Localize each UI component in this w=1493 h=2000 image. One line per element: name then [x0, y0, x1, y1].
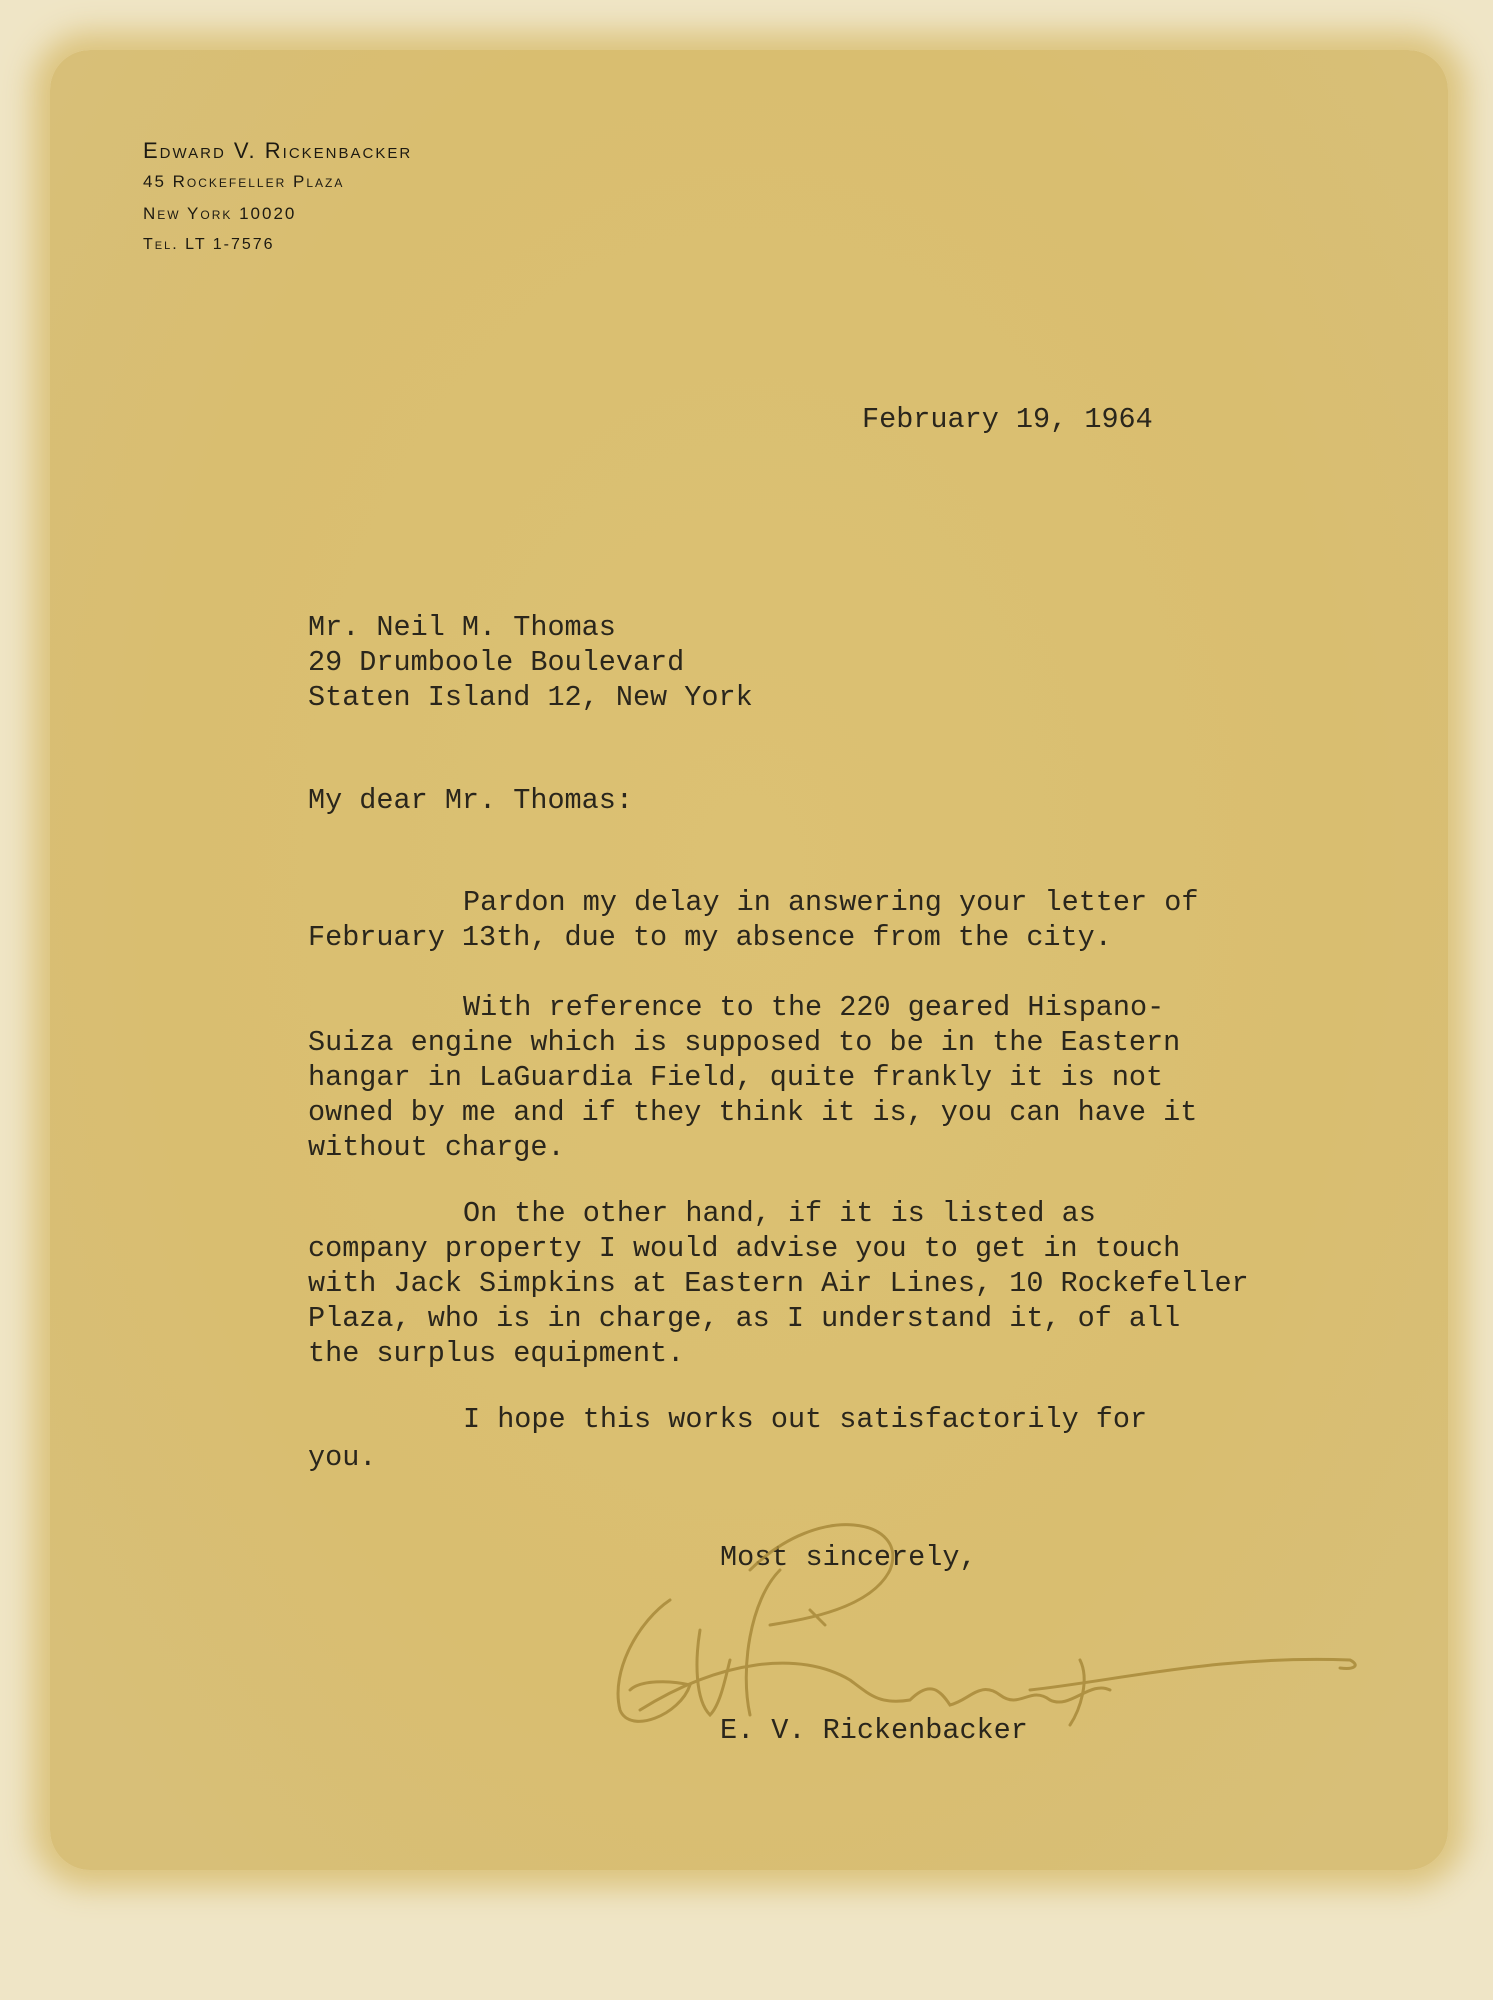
- paragraph-2-line: With reference to the 220 geared Hispano-: [463, 991, 1165, 1024]
- paragraph-4-line: you.: [308, 1441, 377, 1474]
- paragraph-3-line: the surplus equipment.: [308, 1337, 685, 1370]
- typed-name: E. V. Rickenbacker: [720, 1714, 1028, 1747]
- closing: Most sincerely,: [720, 1541, 977, 1574]
- letterhead-city: New York 10020: [143, 204, 297, 223]
- paragraph-4-line: I hope this works out satisfactorily for: [463, 1403, 1148, 1436]
- paragraph-2-line: without charge.: [308, 1131, 565, 1164]
- paragraph-3-line: On the other hand, if it is listed as: [463, 1197, 1096, 1230]
- handwritten-signature: [600, 1510, 1370, 1740]
- letterhead-address: 45 Rockefeller Plaza: [143, 172, 345, 191]
- salutation: My dear Mr. Thomas:: [308, 784, 633, 817]
- paragraph-2-line: owned by me and if they think it is, you can have it: [308, 1096, 1198, 1129]
- recipient-name: Mr. Neil M. Thomas: [308, 611, 616, 644]
- paragraph-3-line: company property I would advise you to get in touch: [308, 1232, 1181, 1265]
- paragraph-3-line: Plaza, who is in charge, as I understand it, of all: [308, 1302, 1181, 1335]
- letterhead-name: Edward V. Rickenbacker: [143, 138, 413, 163]
- paragraph-1-line: February 13th, due to my absence from the city.: [308, 921, 1112, 954]
- paragraph-2-line: hangar in LaGuardia Field, quite frankly it is not: [308, 1061, 1164, 1094]
- paragraph-3-line: with Jack Simpkins at Eastern Air Lines, 10 Rockefeller: [308, 1267, 1249, 1300]
- recipient-street: 29 Drumboole Boulevard: [308, 646, 685, 679]
- letterhead-phone: Tel. LT 1-7576: [143, 236, 275, 253]
- paragraph-1-line: Pardon my delay in answering your letter of: [463, 886, 1199, 919]
- letter-date: February 19, 1964: [862, 403, 1153, 436]
- recipient-city: Staten Island 12, New York: [308, 681, 753, 714]
- paragraph-2-line: Suiza engine which is supposed to be in the Eastern: [308, 1026, 1181, 1059]
